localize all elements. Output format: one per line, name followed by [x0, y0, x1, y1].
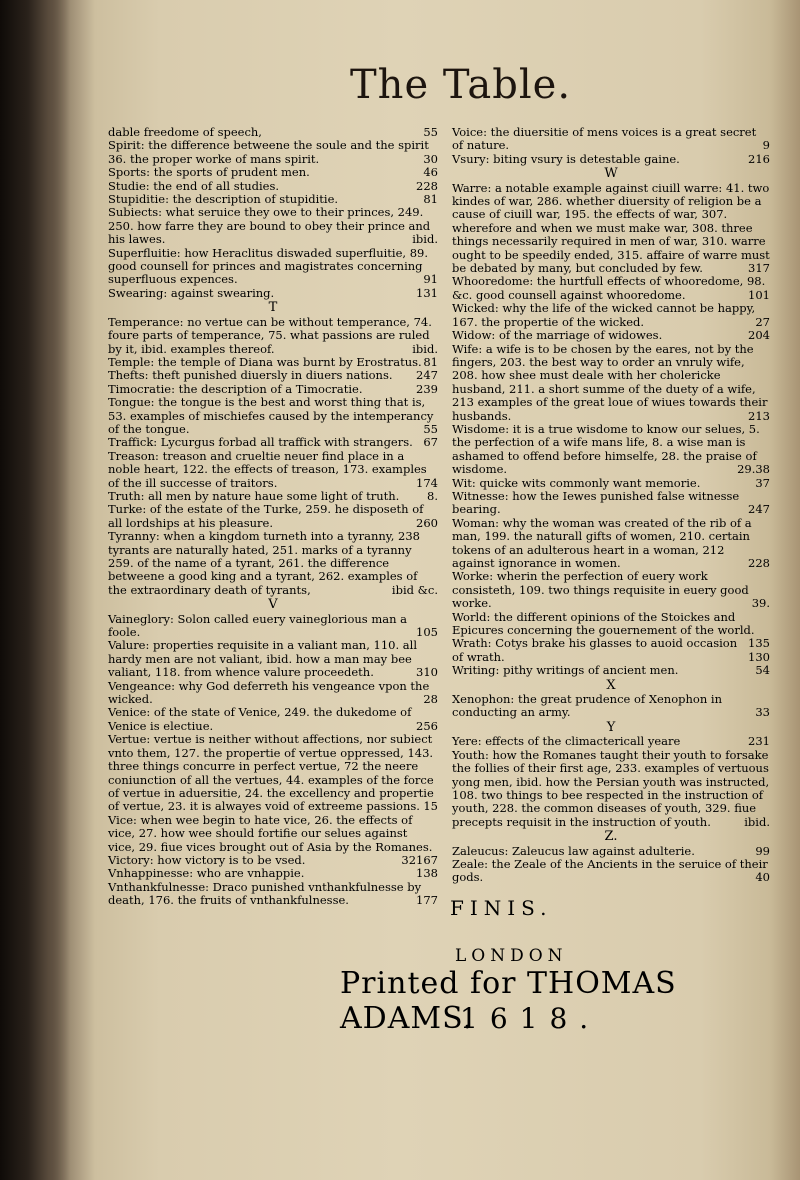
index-entry-text: Tongue: the tongue is the best and worst thing that is, 53. examples of mischiefes caused by the intemperancy of the tongue.: [108, 395, 434, 436]
index-entry-text: Voice: the diuersitie of mens voices is a great secret of nature.: [452, 125, 757, 153]
index-entry-page: 105: [416, 625, 438, 640]
index-entry: [452, 302, 770, 329]
index-entry: [108, 490, 438, 503]
index-entry-page: ibid.: [412, 232, 438, 247]
index-entry-text: Wisdome: it is a true wisdome to know our selues, 5. the perfection of a wife mans life, 8. a wise man is ashamed to offend before himselfe, 28. the praise of wisdome.: [452, 421, 760, 477]
index-entry: [108, 247, 438, 287]
index-entry: [108, 356, 438, 369]
index-entry-text: Vaineglory: Solon called euery vaineglorious man a foole.: [108, 611, 408, 640]
index-entry-page: 55: [423, 125, 438, 139]
index-entry: [108, 436, 438, 449]
index-entry-page: 39.: [751, 596, 770, 611]
index-entry-text: Worke: wherin the perfection of euery work consisteth, 109. two things requisite in euery good worke.: [452, 569, 749, 611]
index-entry: [108, 166, 438, 179]
index-entry-page: 9: [762, 138, 770, 153]
index-entry: [108, 396, 438, 436]
index-entry: [108, 383, 438, 396]
index-entry: [108, 139, 438, 166]
index-entry: [108, 530, 438, 597]
index-entry-page: 67: [423, 435, 438, 450]
index-entry-page: 30: [423, 151, 438, 166]
index-entry-text: Subiects: what seruice they owe to their princes, 249. 250. how farre they are bound to obey their prince and his lawes.: [108, 205, 431, 247]
index-entry: [452, 153, 770, 166]
index-entry: [108, 639, 438, 679]
index-entry-page: 28: [423, 692, 438, 707]
index-entry-page: 101: [748, 287, 770, 302]
index-entry-page: 40: [755, 870, 770, 885]
book-spine-shadow: [0, 0, 70, 1180]
index-letter-heading: Y: [606, 719, 616, 735]
imprint-year: 1618.: [460, 1002, 601, 1035]
index-entry: [452, 182, 770, 276]
index-entry-page: 130: [748, 649, 770, 664]
index-letter-heading: Z.: [604, 829, 618, 845]
index-entry-page: 27: [755, 314, 770, 329]
index-entry-text: Wrath: Cotys brake his glasses to auoid occasion of wrath.: [452, 636, 738, 664]
index-entry-page: 33: [755, 705, 770, 720]
index-entry-text: Vnthankfulnesse: Draco punished vnthankfulnesse by death, 176. the fruits of vnthankfulnesse.: [108, 879, 422, 908]
index-entry: [452, 570, 770, 610]
index-entry-text: Swearing: against swearing.: [108, 285, 275, 300]
index-entry-text: Stupiditie: the description of stupiditie.: [108, 192, 339, 207]
index-entry: [108, 287, 438, 300]
index-entry-page: 231: [748, 734, 770, 749]
index-entry: [108, 706, 438, 733]
index-letter-heading: V: [268, 597, 278, 613]
index-entry-text: Treason: treason and crueltie neuer find place in a noble heart, 122. the effects of treason, 173. examples of the ill successe of traitors.: [108, 448, 427, 490]
index-entry-text: Turke: of the estate of the Turke, 259. he disposeth of all lordships at his pleasure.: [108, 502, 424, 530]
index-entry-page: 99: [755, 843, 770, 858]
index-entry-page: 213: [748, 408, 770, 423]
index-entry: [452, 329, 770, 342]
index-entry: [108, 126, 438, 139]
index-entry-text: Victory: how victory is to be vsed.: [108, 852, 306, 867]
index-entry-page: 54: [755, 663, 770, 678]
index-column-right: [452, 126, 770, 885]
index-entry-page: 204: [748, 328, 770, 343]
index-entry-text: dable freedome of speech,: [108, 125, 262, 139]
index-entry-text: Vengeance: why God deferreth his vengeance vpon the wicked.: [108, 678, 430, 707]
index-entry-page: ibid.: [412, 341, 438, 356]
index-entry-page: 55: [423, 421, 438, 436]
index-entry-text: Vsury: biting vsury is detestable gaine.: [452, 151, 680, 166]
index-entry: [108, 503, 438, 530]
index-entry: [452, 517, 770, 571]
index-entry-text: Whooredome: the hurtfull effects of whooredome, 98. &c. good counsell against whooredome.: [452, 274, 766, 302]
index-entry: [108, 733, 438, 813]
finis-label: FINIS.: [450, 896, 553, 920]
index-entry-page: 8.: [427, 488, 438, 503]
index-column-left: [108, 126, 438, 908]
index-entry-text: Writing: pithy writings of ancient men.: [452, 663, 679, 678]
index-entry: [452, 693, 770, 720]
index-entry-text: Temple: the temple of Diana was burnt by Erostratus.: [108, 354, 422, 369]
index-entry: [452, 275, 770, 302]
index-entry-page: 37: [755, 475, 770, 490]
index-entry-page: 174: [416, 475, 438, 490]
index-entry-page: 216: [748, 151, 770, 166]
index-entry-text: Traffick: Lycurgus forbad all traffick with strangers.: [108, 435, 413, 450]
index-entry-text: Studie: the end of all studies.: [108, 178, 280, 193]
index-letter-heading: X: [606, 677, 616, 693]
index-entry-page: 239: [416, 381, 438, 396]
imprint-city: LONDON: [455, 946, 568, 966]
index-entry-text: Valure: properties requisite in a valiant man, 110. all hardy men are not valiant, ibid. how a man may bee valiant, 118. from whence valure proceedeth.: [108, 638, 417, 680]
index-entry-text: Thefts: theft punished diuersly in diuers nations.: [108, 368, 393, 383]
index-entry-text: Witnesse: how the Iewes punished false witnesse bearing.: [452, 488, 740, 517]
index-entry: [452, 845, 770, 858]
index-entry-text: Truth: all men by nature haue some light of truth.: [108, 488, 400, 503]
index-entry-page: 256: [416, 718, 438, 733]
index-entry: [452, 423, 770, 477]
index-letter-heading: T: [268, 300, 278, 316]
index-entry: [452, 343, 770, 423]
index-entry-page: 131: [416, 285, 438, 300]
index-entry-text: Vertue: vertue is neither without affections, nor subiect vnto them, 127. the propertie of vertue oppressed, 143. three things concurre in perfect vertue, 72 the neere coniunction of all the vertues, 44. examples of the force of vertue in aduersitie, 24. the excellency and propertie of vertue, 23. it is alwayes void of extreeme passions.: [108, 732, 434, 814]
index-entry: [108, 180, 438, 193]
index-entry-text: Temperance: no vertue can be without temperance, 74. foure parts of temperance, 75. what passions are ruled by it, ibid. examples thereof.: [108, 314, 432, 356]
index-entry-page: 91: [423, 272, 438, 287]
index-entry: [108, 680, 438, 707]
index-entry-page: 177: [416, 893, 438, 908]
index-entry: [452, 664, 770, 677]
index-entry: [452, 735, 770, 748]
index-entry: [108, 881, 438, 908]
index-entry: [108, 206, 438, 246]
index-entry-page: 247: [416, 368, 438, 383]
index-entry: [452, 477, 770, 490]
index-entry-text: Xenophon: the great prudence of Xenophon in conducting an army.: [452, 692, 722, 720]
index-entry-text: Vice: when wee begin to hate vice, 26. the effects of vice, 27. how wee should fortifie our selues against vice, 29. fiue vices brought out of Asia by the Romanes.: [108, 812, 433, 854]
index-entry-page: 15: [423, 799, 438, 814]
index-entry: [108, 193, 438, 206]
index-entry: [452, 637, 770, 664]
index-entry-text: Timocratie: the description of a Timocratie.: [108, 381, 363, 396]
index-entry-text: Spirit: the difference betweene the soule and the spirit 36. the proper worke of mans spirit.: [108, 138, 429, 166]
index-entry-text: Youth: how the Romanes taught their youth to forsake the follies of their first age, 233. examples of vertuous yong men, ibid. how the Persian youth was instructed, 108. two things to bee respected in the instruction of youth, 228. the common diseases of youth, 329. fiue precepts requisit in the instruction of youth.: [452, 747, 770, 829]
index-entry: [108, 613, 438, 640]
index-entry-page: 29.38: [737, 462, 770, 477]
index-entry-page: 46: [423, 165, 438, 180]
index-entry-page: 247: [748, 502, 770, 517]
imprint-printer: Printed for THOMAS ADAMS.: [340, 966, 677, 1036]
index-entry-text: Warre: a notable example against ciuill warre: 41. two kindes of war, 286. whether diuersity of religion be a cause of ciuill war, 195. the effects of war, 307. wherefore and when we must make war, 308. three things necessarily required in men of war, 310. warre ought to be speedily ended, 315. affaire of warre must be debated by many, but concluded by few.: [452, 180, 770, 276]
index-entry: [452, 858, 770, 885]
index-entry-page: 321: [401, 852, 424, 867]
index-entry-page: ibid.: [744, 814, 770, 829]
index-entry-text: Wit: quicke wits commonly want memorie.: [452, 475, 701, 490]
index-entry: [108, 867, 438, 880]
index-entry-text: Venice: of the state of Venice, 249. the dukedome of Venice is electiue.: [108, 705, 412, 733]
index-entry: [108, 450, 438, 490]
index-entry-page: 317: [748, 261, 770, 276]
index-entry: [108, 316, 438, 356]
index-entry-page: ibid &c.: [391, 582, 438, 597]
index-entry-text: Superfluitie: how Heraclitus diswaded superfluitie, 89. good counsell for princes and magistrates concerning superfluous expences.: [108, 245, 428, 287]
index-entry: [452, 490, 770, 517]
index-entry-page: 228: [748, 556, 770, 570]
index-entry-page: 67: [423, 852, 438, 867]
index-entry: [108, 369, 438, 382]
index-entry-page: 260: [416, 515, 438, 530]
index-entry-text: Zaleucus: Zaleucus law against adulterie.: [452, 843, 695, 858]
index-entry-text: Sports: the sports of prudent men.: [108, 165, 310, 180]
index-entry-text: Vnhappinesse: who are vnhappie.: [108, 866, 305, 881]
index-entry-text: Yere: effects of the climactericall yeare: [452, 734, 681, 749]
index-entry-text: Widow: of the marriage of widowes.: [452, 328, 663, 343]
index-entry-page: 81: [423, 354, 438, 369]
index-entry-page: 228: [416, 178, 438, 193]
index-entry-text: Zeale: the Zeale of the Ancients in the seruice of their gods.: [452, 856, 768, 885]
index-entry-page: 310: [416, 665, 438, 680]
index-entry-text: World: the different opinions of the Stoickes and Epicures concerning the gouernement of the world.: [452, 609, 755, 638]
index-entry-text: Wife: a wife is to be chosen by the eares, not by the fingers, 203. the best way to order an vnruly wife, 208. how shee must deale with her cholericke husband, 211. a short summe of the duety of a wife, 213 examples of the great loue of wiues towards their husbands.: [452, 341, 768, 423]
page-title: The Table.: [350, 62, 572, 108]
index-entry-text: Wicked: why the life of the wicked cannot be happy, 167. the propertie of the wicked.: [452, 301, 756, 329]
index-entry: [108, 854, 438, 867]
index-entry-page: 135: [748, 636, 770, 651]
index-entry-text: Woman: why the woman was created of the rib of a man, 199. the naturall gifts of women, 210. certain tokens of an adulterous heart in a woman, 212 against ignorance in women.: [452, 515, 752, 570]
index-letter-heading: W: [604, 166, 618, 182]
index-entry-page: 81: [423, 192, 438, 207]
index-entry: [452, 749, 770, 829]
index-entry-text: Tyranny: when a kingdom turneth into a tyranny, 238 tyrants are naturally hated, 251. marks of a tyranny 259. of the name of a tyrant, 261. the difference betweene a good king and a tyrant, 262. examples of the extraordinary death of tyrants,: [108, 529, 420, 597]
index-entry: [452, 126, 770, 153]
index-entry-page: 138: [416, 866, 438, 881]
